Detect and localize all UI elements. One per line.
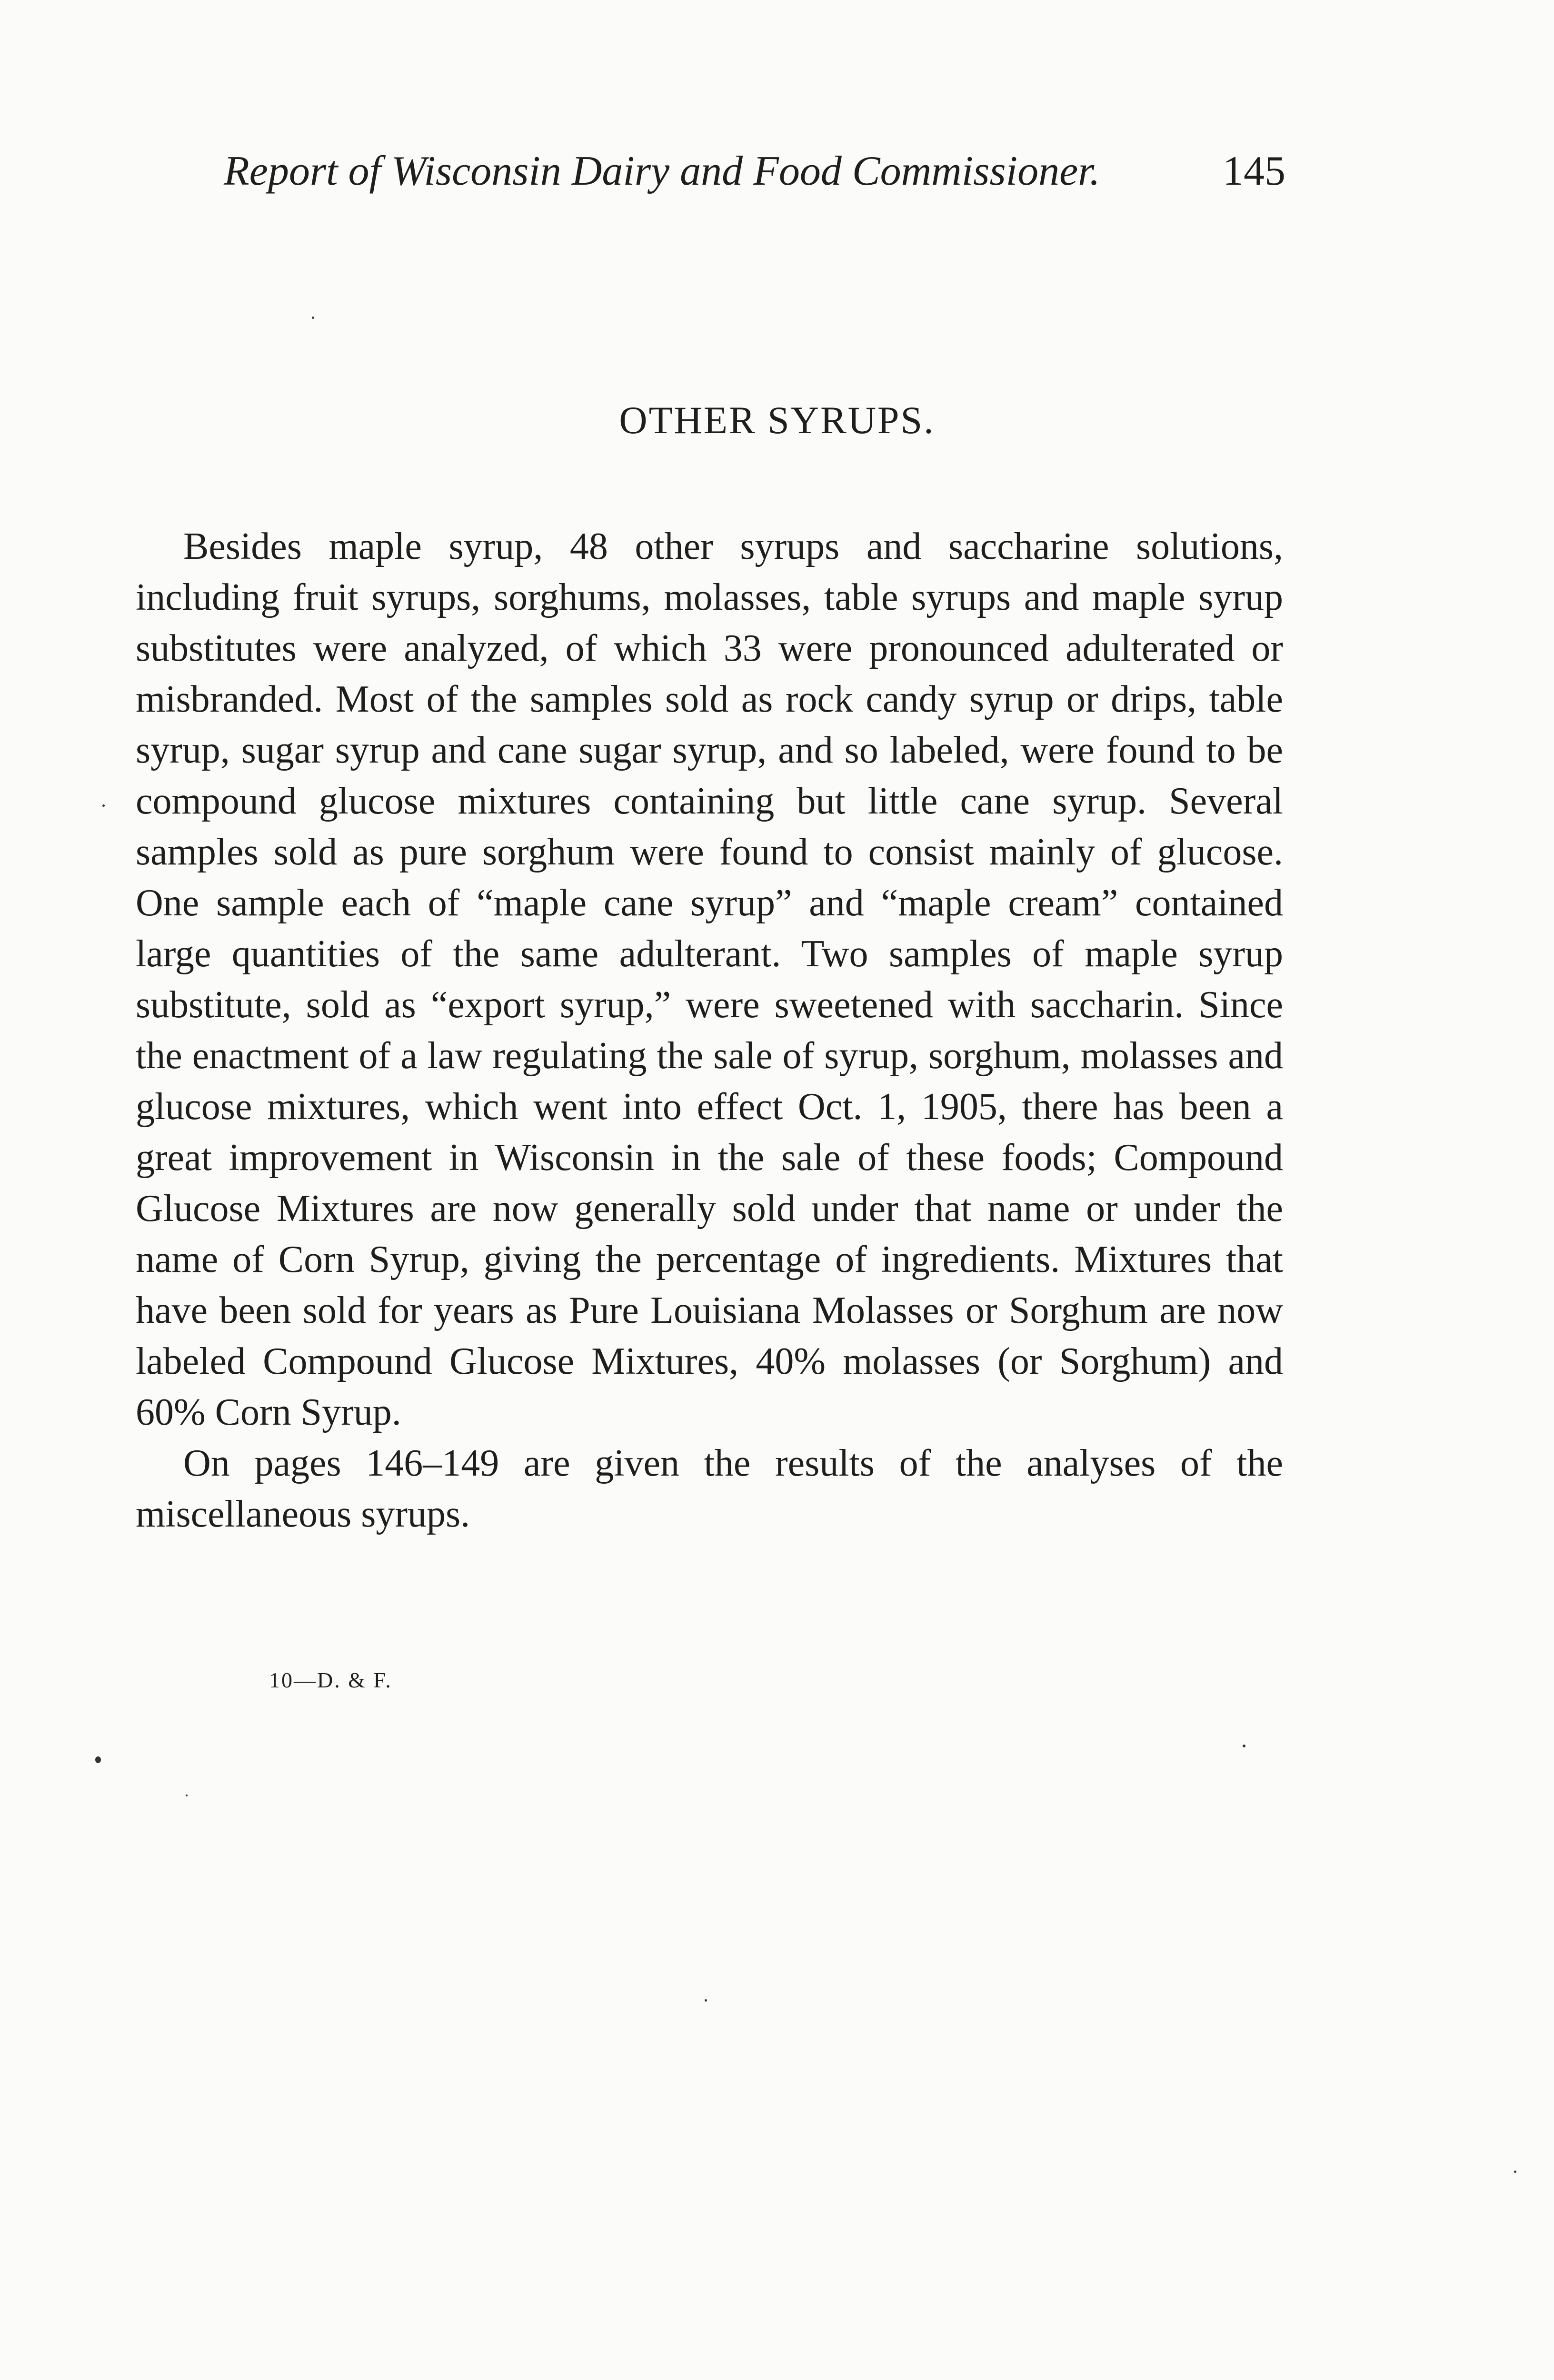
scan-speck xyxy=(312,317,314,319)
paragraph: Besides maple syrup, 48 other syrups and saccharine solutions, including fruit syrups, sorghums, molasses, table syrups and maple syrup substitutes were analyzed, of which 33 were pronounced adulterated or misbranded. Most of the samples sold as rock candy syrup or drips, table syrup, sugar syrup and cane sugar syrup, and so labeled, were found to be compound glucose mixtures containing but little cane syrup. Several samples sold as pure sorghum were found to consist mainly of glucose. One sample each of “maple cane syrup” and “maple cream” contained large quantities of the same adulterant. Two samples of maple syrup substitute, sold as “export syrup,” were sweetened with saccharin. Since the enactment of a law regulating the sale of syrup, sorghum, molasses and glucose mixtures, which went into effect Oct. 1, 1905, there has been a great improvement in Wisconsin in the sale of these foods; Compound Glucose Mixtures are now generally sold under that name or under the name of Corn Syrup, giving the percentage of ingredients. Mixtures that have been sold for years as Pure Louisiana Molasses or Sorghum are now labeled Compound Glucose Mixtures, 40% molasses (or Sorghum) and 60% Corn Syrup. xyxy=(136,526,1283,1433)
scan-speck xyxy=(186,1795,188,1796)
scan-speck xyxy=(102,804,105,807)
body-text xyxy=(136,521,1283,1540)
running-header xyxy=(224,143,1285,200)
scan-speck xyxy=(705,1999,707,2002)
paragraph: On pages 146–149 are given the results of the analyses of the miscellaneous syrups. xyxy=(136,1442,1283,1535)
scan-speck xyxy=(95,1756,101,1763)
running-title: Report of Wisconsin Dairy and Food Commissioner. xyxy=(224,148,1100,194)
scan-speck xyxy=(1514,2171,1516,2173)
section-title: OTHER SYRUPS. xyxy=(619,398,935,442)
signature-mark: 10—D. & F. xyxy=(269,1668,392,1692)
scan-speck xyxy=(1243,1745,1245,1747)
page-number: 145 xyxy=(1223,148,1285,194)
